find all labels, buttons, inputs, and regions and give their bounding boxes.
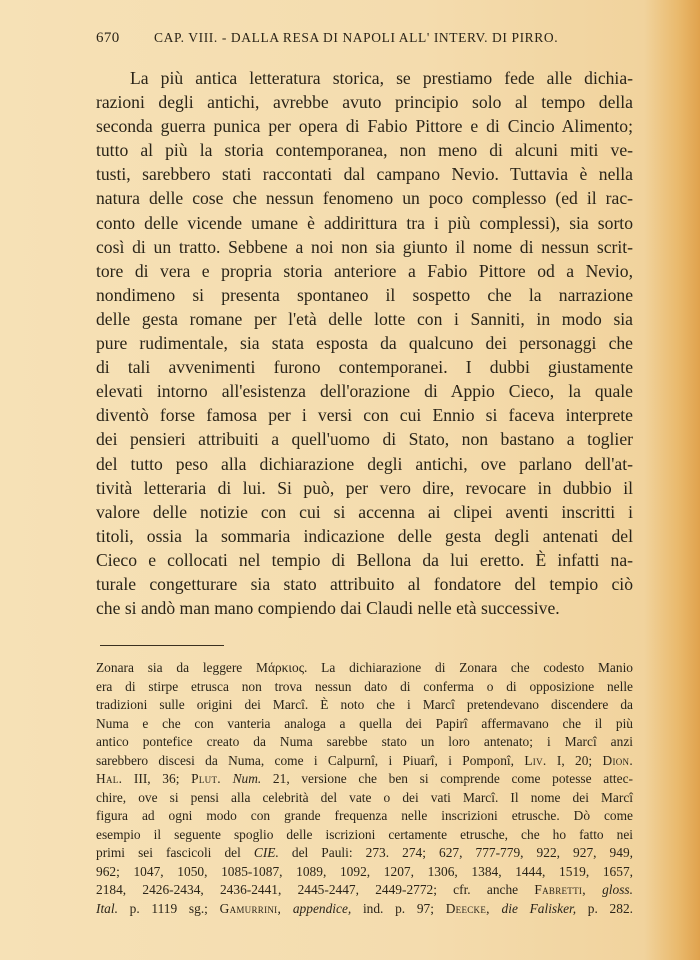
citation-title: die Falisker, <box>501 900 577 916</box>
footnote-text <box>586 882 602 897</box>
citation-author: Liv. <box>524 752 547 768</box>
footnote-line: figura ad ogni modo con grande frequenza nelle inscrizioni etrusche. Dò come <box>96 808 633 823</box>
body-line: conto delle vicende umane è addirittura tra i più complessi), sia sorto <box>96 212 633 233</box>
footnote-line <box>96 881 633 900</box>
citation-author: Dion. <box>602 752 633 768</box>
footnote-line: Zonara sia da leggere Μάρκιος. La dichiarazione di Zonara che codesto Manio <box>96 660 633 675</box>
footnote-text: p. 282. <box>576 900 633 916</box>
citation-title: gloss. <box>602 882 633 897</box>
body-line: che si andò man mano compiendo dai Claudi nelle età successive. <box>96 598 560 619</box>
body-line: nondimeno si presenta spontaneo il sospetto che la narrazione <box>96 284 633 305</box>
footnote-line: era di stirpe etrusca non trova nessun dato di conferma o di opposizione nelle <box>96 678 633 694</box>
citation-author: Plut. <box>191 771 221 786</box>
citation-title: Ital. <box>96 900 118 916</box>
footnote-line <box>96 844 633 863</box>
body-line: natura delle cose che nessun fenomeno un poco complesso (ed il rac- <box>96 188 633 209</box>
footnote-text: sarebbero discesi da Numa, come i Calpurnî, i Piuarî, i Pomponî, <box>96 752 525 768</box>
body-line: del tutto peso alla dichiarazione degli antichi, ove parlano dell'at- <box>96 453 633 474</box>
footnote-line <box>96 770 633 789</box>
footnote-line: Numa e che con vanteria analoga a quella dei Papirî affermavano che il più <box>96 715 633 731</box>
footnote-text: ind. p. 97; <box>351 900 446 916</box>
body-line: seconda guerra punica per opera di Fabio Pittore e di Cincio Alimento; <box>96 116 633 137</box>
body-line: elevati intorno all'esistenza dell'orazione di Appio Cieco, la quale <box>96 381 633 402</box>
footnote-line: chire, ove si pensi alla celebrità del vate o dei vati Marcî. Il nome dei Marcî <box>96 789 633 805</box>
footnote-text: 21, versione che ben si comprende come potesse attec- <box>261 771 633 786</box>
footnote-text: del Pauli: 273. 274; 627, 777-779, 922, 927, 949, <box>278 845 633 860</box>
citation-author: Hal. <box>96 771 123 786</box>
body-line: dei pensieri attribuiti a quell'uomo di Stato, non bastano a toglier <box>96 429 633 450</box>
footnote-separator <box>100 645 224 646</box>
citation-author: Gamurrini, <box>219 900 282 916</box>
footnote-text: III, 36; <box>122 771 192 786</box>
citation-title: CIE. <box>253 845 279 860</box>
footnote-line: esempio il seguente spoglio delle iscrizioni certamente etrusche, che ho fatto nei <box>96 826 633 842</box>
footnote-text <box>221 771 233 786</box>
footnote-text: 2184, 2426-2434, 2436-2441, 2445-2447, 2449-2772; cfr. anche <box>96 882 535 897</box>
citation-author: Fabretti, <box>534 882 586 897</box>
footnote-line: antico pontefice creato da Numa sarebbe stato un loro antenato; i Marcî anzi <box>96 734 633 749</box>
footnote-line <box>96 900 633 919</box>
footnote-text <box>490 901 502 916</box>
footnote-line: tradizioni sulle origini dei Marcî. È noto che i Marcî pretendevano discendere da <box>96 697 633 712</box>
body-line: razioni degli antichi, avrebbe avuto principio solo al tempo della <box>96 92 633 113</box>
footnote-text <box>281 901 293 916</box>
citation-author: Deecke, <box>445 900 490 916</box>
body-line: tore di vera e propria storia anteriore a Fabio Pittore od a Nevio, <box>96 260 633 281</box>
running-head: CAP. VIII. - DALLA RESA DI NAPOLI ALL' INTERV. DI PIRRO. <box>154 30 559 45</box>
body-line: turale congetturare sia stato attribuito al fondatore del tempio ciò <box>96 573 633 594</box>
body-line: tutto al più la storia contemporanea, non meno di alcuni miti ve- <box>96 140 633 161</box>
footnote-text: p. 1119 sg.; <box>117 900 220 916</box>
body-line: delle gesta romane per l'età delle lotte con i Sanniti, in modo sia <box>96 308 633 329</box>
citation-title: appendice, <box>292 900 352 916</box>
footnote-text: I, 20; <box>546 752 603 768</box>
body-line: di tali avvenimenti furono contemporanei. I dubbi giustamente <box>96 357 633 378</box>
footnote-text: primi sei fascicoli del <box>96 845 254 860</box>
citation-title: Num. <box>232 771 262 786</box>
body-line: La più antica letteratura storica, se prestiamo fede alle dichia- <box>130 68 633 88</box>
body-line: tività letteraria di lui. Si può, per vero dire, revocare in dubbio il <box>96 477 633 498</box>
main-text <box>96 66 633 620</box>
body-line: pure rudimentale, sia stata esposta da qualcuno dei personaggi che <box>96 333 633 354</box>
body-line: tusti, sarebbero stati raccontati dal campano Nevio. Tuttavia è nella <box>96 164 633 185</box>
footnote-line: 962; 1047, 1050, 1085-1087, 1089, 1092, 1207, 1306, 1384, 1444, 1519, 1657, <box>96 863 633 879</box>
body-line: valore delle notizie con cui si accenna ai clipei aventi inscritti i <box>96 501 633 522</box>
page-header <box>96 30 626 52</box>
footnote <box>96 659 633 918</box>
body-line: titoli, ossia la sommaria indicazione delle gesta degli antenati del <box>96 525 633 546</box>
body-line: diventò forse famosa per i versi con cui Ennio si faceva interprete <box>96 405 633 426</box>
body-line: Cieco e collocati nel tempio di Bellona da lui eretto. È infatti na- <box>96 549 633 570</box>
footnote-line <box>96 752 633 771</box>
body-line: così di un tratto. Sebbene a noi non sia giunto il nome di nessun scrit- <box>96 236 633 257</box>
page-number: 670 <box>96 30 120 46</box>
